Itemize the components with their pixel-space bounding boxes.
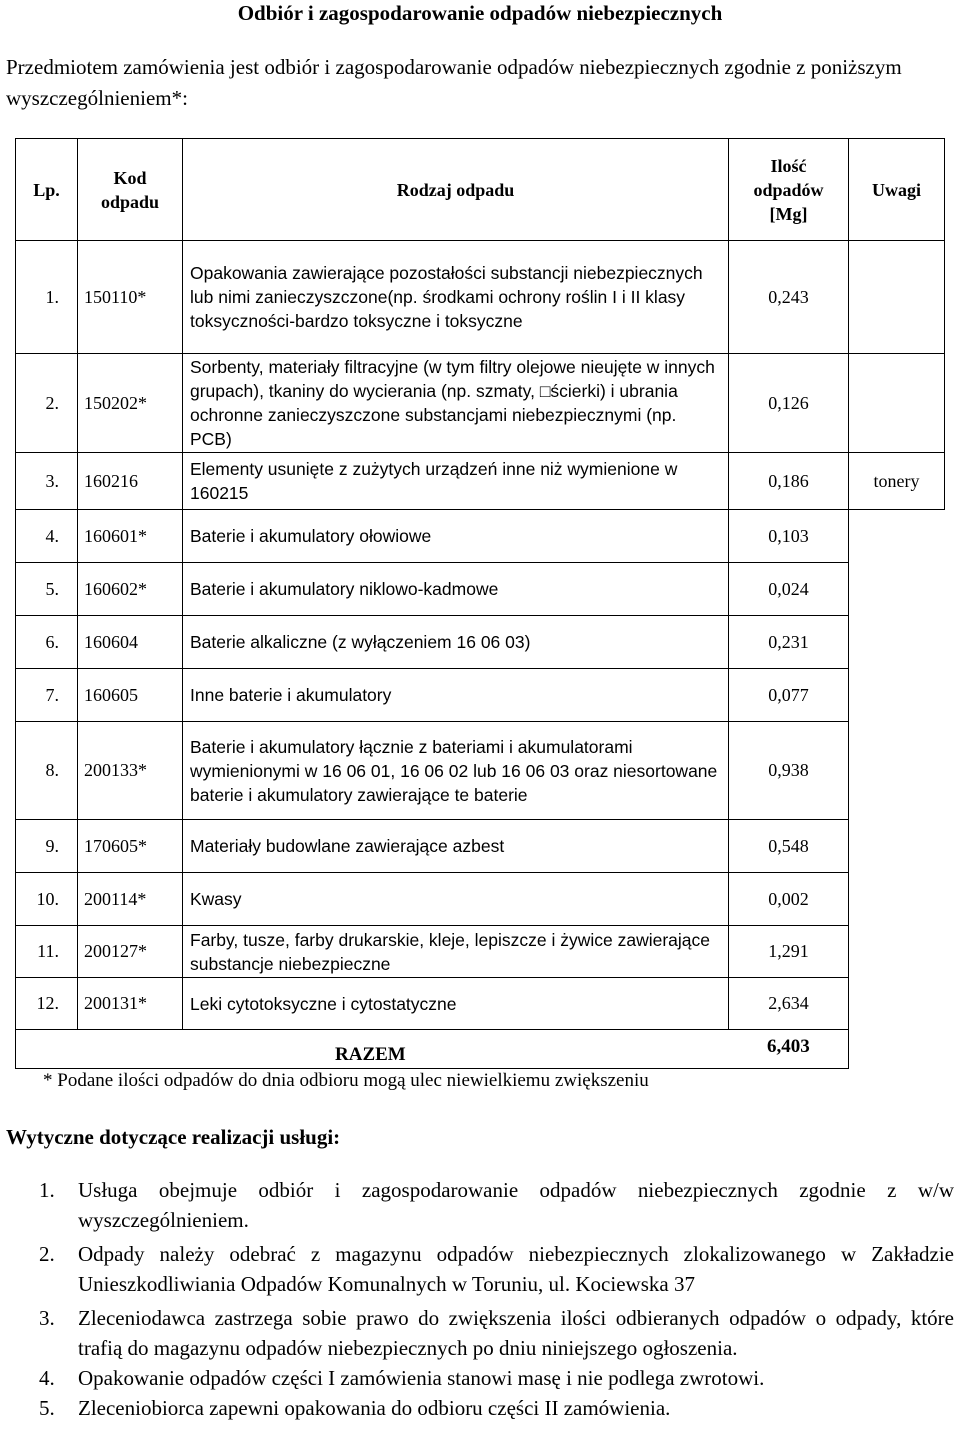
row-lp: 6. <box>16 616 78 669</box>
row-rodzaj: Sorbenty, materiały filtracyjne (w tym filtry olejowe nieujęte w innych grupach), tkaniny do wycierania (np. szmaty, □ścierki) i ubrania ochronne zanieczyszczone substancjami niebezpiecznymi (np. PCB) <box>183 354 729 453</box>
footnote: * Podane ilości odpadów do dnia odbioru mogą ulec niewielkiemu zwiększeniu <box>43 1070 649 1091</box>
row-lp: 10. <box>16 873 78 926</box>
list-item <box>6 1363 954 1393</box>
table-row <box>16 241 945 354</box>
header-uwagi: Uwagi <box>849 139 945 241</box>
table-row <box>16 616 945 669</box>
row-kod: 200127* <box>78 926 183 978</box>
total-value: 6,403 <box>767 1036 810 1057</box>
row-uwagi <box>849 241 945 354</box>
row-ilosc: 0,077 <box>729 669 849 722</box>
list-item-number: 1. <box>39 1178 55 1202</box>
header-lp: Lp. <box>16 139 78 241</box>
row-ilosc: 0,186 <box>729 453 849 510</box>
row-lp: 3. <box>16 453 78 510</box>
row-ilosc: 0,938 <box>729 722 849 820</box>
row-uwagi <box>849 873 945 926</box>
list-item-text: Odpady należy odebrać z magazynu odpadów niebezpiecznych zlokalizowanego w Zakładzie Unieszkodliwiania Odpadów Komunalnych w Toruniu, ul. Kociewska 37 <box>78 1242 954 1296</box>
row-uwagi <box>849 926 945 978</box>
table-row <box>16 978 945 1030</box>
list-item-text: Usługa obejmuje odbiór i zagospodarowanie odpadów niebezpiecznych zgodnie z w/w wyszczególnieniem. <box>78 1178 954 1232</box>
row-lp: 1. <box>16 241 78 354</box>
list-item <box>6 1393 954 1423</box>
row-uwagi: tonery <box>849 453 945 510</box>
row-kod: 160602* <box>78 563 183 616</box>
total-label: RAZEM <box>335 1044 406 1065</box>
row-kod: 160604 <box>78 616 183 669</box>
waste-table <box>15 138 945 1069</box>
table-row <box>16 820 945 873</box>
table-row <box>16 563 945 616</box>
list-item-number: 5. <box>39 1396 55 1420</box>
row-rodzaj: Baterie i akumulatory ołowiowe <box>183 510 729 563</box>
row-lp: 2. <box>16 354 78 453</box>
row-ilosc: 0,126 <box>729 354 849 453</box>
table-header-row <box>16 139 945 241</box>
intro-paragraph: Przedmiotem zamówienia jest odbiór i zagospodarowanie odpadów niebezpiecznych zgodnie z poniższym wyszczególnieniem*: <box>6 55 902 110</box>
list-item-text: Zleceniodawca zastrzega sobie prawo do zwiększenia ilości odbieranych odpadów o odpady, które trafią do magazynu odpadów niebezpiecznych po dniu niniejszego ogłoszenia. <box>78 1306 954 1360</box>
row-uwagi <box>849 669 945 722</box>
row-ilosc: 0,231 <box>729 616 849 669</box>
row-lp: 7. <box>16 669 78 722</box>
table-row <box>16 453 945 510</box>
row-rodzaj: Opakowania zawierające pozostałości substancji niebezpiecznych lub nimi zanieczyszczone(np. środkami ochrony roślin I i II klasy toksyczności-bardzo toksyczne i toksyczne <box>183 241 729 354</box>
list-item-text: Zleceniobiorca zapewni opakowania do odbioru części II zamówienia. <box>78 1396 671 1420</box>
row-uwagi <box>849 616 945 669</box>
header-ilosc: Ilość odpadów [Mg] <box>729 139 849 241</box>
table-row <box>16 354 945 453</box>
row-ilosc: 0,548 <box>729 820 849 873</box>
list-item <box>6 1239 954 1299</box>
list-item-number: 4. <box>39 1366 55 1390</box>
row-uwagi <box>849 510 945 563</box>
list-item <box>6 1303 954 1363</box>
row-rodzaj: Baterie i akumulatory łącznie z bateriami i akumulatorami wymienionymi w 16 06 01, 16 06 02 lub 16 06 03 oraz niesortowane baterie i akumulatory zawierające te baterie <box>183 722 729 820</box>
row-ilosc: 1,291 <box>729 926 849 978</box>
row-rodzaj: Inne baterie i akumulatory <box>183 669 729 722</box>
list-item-text: Opakowanie odpadów części I zamówienia stanowi masę i nie podlega zwrotowi. <box>78 1366 765 1390</box>
row-kod: 200114* <box>78 873 183 926</box>
row-ilosc: 0,243 <box>729 241 849 354</box>
row-ilosc: 0,103 <box>729 510 849 563</box>
guidelines-title: Wytyczne dotyczące realizacji usługi: <box>6 1125 341 1149</box>
document-title: Odbiór i zagospodarowanie odpadów niebezpiecznych <box>237 1 723 25</box>
row-lp: 12. <box>16 978 78 1030</box>
row-uwagi <box>849 354 945 453</box>
row-lp: 4. <box>16 510 78 563</box>
row-lp: 11. <box>16 926 78 978</box>
row-lp: 9. <box>16 820 78 873</box>
row-rodzaj: Baterie i akumulatory niklowo-kadmowe <box>183 563 729 616</box>
row-uwagi <box>849 722 945 820</box>
table-row <box>16 510 945 563</box>
row-rodzaj: Kwasy <box>183 873 729 926</box>
list-item-number: 3. <box>39 1306 55 1330</box>
guidelines-list <box>6 1175 954 1423</box>
header-rodzaj: Rodzaj odpadu <box>183 139 729 241</box>
row-rodzaj: Materiały budowlane zawierające azbest <box>183 820 729 873</box>
list-item <box>6 1175 954 1235</box>
table-row <box>16 669 945 722</box>
row-rodzaj: Farby, tusze, farby drukarskie, kleje, lepiszcze i żywice zawierające substancje niebezpieczne <box>183 926 729 978</box>
table-row <box>16 873 945 926</box>
row-uwagi <box>849 978 945 1030</box>
row-kod: 160605 <box>78 669 183 722</box>
header-kod: Kod odpadu <box>78 139 183 241</box>
row-ilosc: 0,002 <box>729 873 849 926</box>
row-rodzaj: Elementy usunięte z zużytych urządzeń inne niż wymienione w 160215 <box>183 453 729 510</box>
row-rodzaj: Baterie alkaliczne (z wyłączeniem 16 06 03) <box>183 616 729 669</box>
row-kod: 160601* <box>78 510 183 563</box>
row-kod: 150202* <box>78 354 183 453</box>
row-ilosc: 2,634 <box>729 978 849 1030</box>
table-row <box>16 926 945 978</box>
row-kod: 200133* <box>78 722 183 820</box>
row-ilosc: 0,024 <box>729 563 849 616</box>
row-kod: 200131* <box>78 978 183 1030</box>
row-kod: 150110* <box>78 241 183 354</box>
row-kod: 170605* <box>78 820 183 873</box>
row-lp: 5. <box>16 563 78 616</box>
table-row <box>16 722 945 820</box>
row-lp: 8. <box>16 722 78 820</box>
row-rodzaj: Leki cytotoksyczne i cytostatyczne <box>183 978 729 1030</box>
row-uwagi <box>849 820 945 873</box>
list-item-number: 2. <box>39 1242 55 1266</box>
row-uwagi <box>849 563 945 616</box>
row-kod: 160216 <box>78 453 183 510</box>
